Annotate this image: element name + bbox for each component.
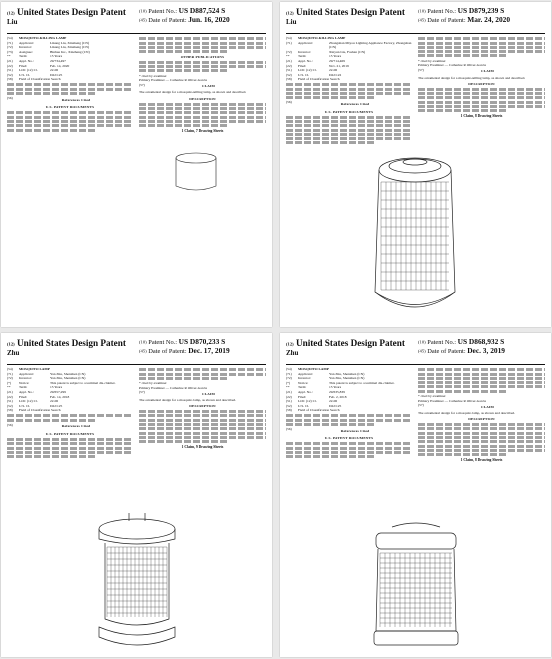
examiner-line: Primary Examiner — Catherine R Oliver-Garcia <box>139 78 208 83</box>
patent-header: (12) United States Design Patent Liu (10) Patent No.: US D879,239 S (45) Date of Patent: Mar. 24, 2020 <box>286 7 545 34</box>
loc-value: 22-06 <box>50 399 59 404</box>
patent-number: US D887,524 S <box>178 6 226 15</box>
uscl-value: D22/125 <box>329 403 342 408</box>
abstract-column: * cited by examiner Primary Examiner — Catherine R Oliver-Garcia (57) CLAIM The ornamental design for a mosquito-killing lamp, as shown and described. DESCRIPTION 1 Claim, 8 Drawing Sheets <box>418 36 545 119</box>
claims-footer: 1 Claim, 8 Drawing Sheets <box>460 114 503 119</box>
claim-text: The ornamental design for a mosquito-killing lamp, as shown and described. <box>139 90 247 95</box>
abstract-column: * cited by examiner Primary Examiner — Catherine R Oliver-Garcia (57) CLAIM The ornamental design for a mosquito lamp, as shown and described. DESCRIPTION 1 Claim, 8 Drawing Sheets <box>418 367 545 463</box>
lamp-drawing <box>166 152 226 192</box>
lamp-drawing <box>364 521 468 653</box>
title-field: MOSQUITO LAMP <box>19 367 50 371</box>
inventor-surname: Zhu <box>286 349 299 358</box>
filed-value: Feb. 2, 2018 <box>329 394 347 399</box>
patent-date: Mar. 24, 2020 <box>467 15 511 24</box>
claims-footer: 1 Claim, 9 Drawing Sheets <box>181 445 224 450</box>
inventor-surname: Liu <box>7 18 18 27</box>
assignee-value: Binhua Inc., Xinzheng (CN) <box>50 49 90 54</box>
patent-number: US D868,932 S <box>457 337 505 346</box>
uscl-value: D22/125 <box>50 72 63 77</box>
title-field: MOSQUITO-KILLING LAMP <box>298 36 346 40</box>
inventor-value: Yan Zhu, Shenzhen (CN) <box>329 376 365 381</box>
examiner-line: Primary Examiner — Catherine R Oliver-Garcia <box>418 63 487 68</box>
filed-value: Feb. 14, 2020 <box>50 63 70 68</box>
claims-footer: 1 Claim, 8 Drawing Sheets <box>460 458 503 463</box>
inventor-value: Yan Zhu, Shenzhen (CN) <box>50 376 86 381</box>
appl-no-value: 29/734,497 <box>50 58 66 63</box>
term-value: 15 Years <box>50 54 63 59</box>
abstract-column: OTHER PUBLICATIONS * cited by examiner Primary Examiner — Catherine R Oliver-Garcia (57) CLAIM The ornamental design for a mosquito-killing lamp, as shown and described. DESCRIPTION 1 Claim, 7 Drawing Sheets <box>139 36 266 134</box>
lamp-drawing <box>355 152 475 324</box>
examiner-line: Primary Examiner — Catherine R Oliver-Garcia <box>139 385 208 390</box>
bibliographic-column: (54) MOSQUITO LAMP (71) Applicant: Yan Zhu, Shenzhen (CN) (72) Inventor: Yan Zhu, Shenzhen (CN) (*) Notice: This patent is subject to a terminal dis-claimer. ** Term: 15 Years (21) Appl. No.: 29/657,299 (22) Filed: Feb. 14, 2018 (51) LOC (12) Cl. 22-06 (52) U.S. Cl. D22/125 (58) Field of Classification Search (56) References Cited U.S. PATENT DOCUMENTS <box>7 367 133 460</box>
notice-value: This patent is subject to a terminal dis-claimer. <box>329 380 395 385</box>
applicant-value: Zhongshan Miyou Lighting Appliance Factory, Zhongshan (CN) <box>329 40 412 50</box>
applicant-value: Yan Zhu, Shenzhen (CN) <box>50 371 86 376</box>
patent-page <box>1 2 272 327</box>
inventor-surname: Zhu <box>7 349 20 358</box>
inventor-value: Xinyun Liu, Foshan (CN) <box>329 49 366 54</box>
patent-date: Jun. 16, 2020 <box>188 15 230 24</box>
claims-footer: 1 Claim, 7 Drawing Sheets <box>181 129 224 134</box>
appl-no-value: 29/714,469 <box>329 58 345 63</box>
patent-type: United States Design Patent <box>16 338 126 348</box>
patent-type: United States Design Patent <box>295 338 405 348</box>
patent-type: United States Design Patent <box>16 7 126 17</box>
patent-header: (12) United States Design Patent Zhu (10) Patent No.: US D868,932 S (45) Date of Patent: Dec. 3, 2019 <box>286 338 545 365</box>
uscl-value: D22/125 <box>50 403 63 408</box>
applicant-value: Likang Liu, Xinzheng (CN) <box>50 40 90 45</box>
patent-date: Dec. 17, 2019 <box>188 346 230 355</box>
patent-type: United States Design Patent <box>295 7 405 17</box>
loc-value: 22-06 <box>329 399 338 404</box>
bibliographic-column: (54) MOSQUITO-KILLING LAMP (71) Applicant: Zhongshan Miyou Lighting Appliance Factory, Zhongshan (CN) (72) Inventor: Xinyun Liu, Foshan (CN) ** Term: 15 Years (21) Appl. No.: 29/714,469 (22) Filed: Nov. 21, 2019 (51) LOC (12) Cl. 22-06 (52) U.S. Cl. D22/122 (58) Field of Classification Search (56) References Cited U.S. PATENT DOCUMENTS <box>286 36 412 146</box>
filed-value: Feb. 14, 2018 <box>50 394 70 399</box>
examiner-line: Primary Examiner — Catherine R Oliver-Garcia <box>418 398 487 403</box>
patent-number: US D870,233 S <box>178 337 226 346</box>
applicant-value: Yan Zhu, Shenzhen (CN) <box>329 371 365 376</box>
patent-header: (12) United States Design Patent Zhu (10) Patent No.: US D870,233 S (45) Date of Patent: Dec. 17, 2019 <box>7 338 266 365</box>
claim-text: The ornamental design for a mosquito lamp, as shown and described. <box>139 397 237 402</box>
notice-value: This patent is subject to a terminal dis-claimer. <box>50 380 116 385</box>
patent-page <box>280 333 551 657</box>
claim-text: The ornamental design for a mosquito-killing lamp, as shown and described. <box>418 75 526 80</box>
bibliographic-column: (54) MOSQUITO LAMP (71) Applicant: Yan Zhu, Shenzhen (CN) (72) Inventor: Yan Zhu, Shenzhen (CN) (*) Notice: This patent is subject to a terminal dis-claimer. ** Term: 15 Years (21) Appl. No.: 29/635,839 (22) Filed: Feb. 2, 2018 (51) LOC (12) Cl. 22-06 (52) U.S. Cl. D22/125 (58) Field of Classification Search (56) References Cited U.S. PATENT DOCUMENTS <box>286 367 412 460</box>
inventor-value: Likang Liu, Xinzheng (CN) <box>50 45 90 50</box>
patent-header: (12) United States Design Patent Liu (10) Patent No.: US D887,524 S (45) Date of Patent: Jun. 16, 2020 <box>7 7 266 34</box>
patent-page <box>280 2 551 327</box>
term-value: 15 Years <box>50 385 63 390</box>
abstract-column: * cited by examiner Primary Examiner — Catherine R Oliver-Garcia (57) CLAIM The ornamental design for a mosquito lamp, as shown and described. DESCRIPTION 1 Claim, 9 Drawing Sheets <box>139 367 266 450</box>
term-value: 15 Years <box>329 54 342 59</box>
uscl-value: D22/122 <box>329 72 342 77</box>
lamp-drawing <box>89 509 185 653</box>
filed-value: Nov. 21, 2019 <box>329 63 349 68</box>
loc-value: 22-06 <box>329 68 338 73</box>
title-field: MOSQUITO-KILLING LAMP <box>19 36 67 40</box>
title-field: MOSQUITO LAMP <box>298 367 329 371</box>
patent-number: US D879,239 S <box>457 6 505 15</box>
claim-text: The ornamental design for a mosquito lamp, as shown and described. <box>418 410 516 415</box>
appl-no-value: 29/635,839 <box>329 389 345 394</box>
patent-date: Dec. 3, 2019 <box>467 346 505 355</box>
appl-no-value: 29/657,299 <box>50 389 66 394</box>
term-value: 15 Years <box>329 385 342 390</box>
patent-page <box>1 333 272 657</box>
bibliographic-column: (54) MOSQUITO-KILLING LAMP (71) Applicant: Likang Liu, Xinzheng (CN) (72) Inventor: Likang Liu, Xinzheng (CN) (73) Assignee: Binhua Inc., Xinzheng (CN) ** Term: 15 Years (21) Appl. No.: 29/734,497 (22) Filed: Feb. 14, 2020 (51) LOC (12) Cl. 22-06 (52) U.S. Cl. D22/125 (58) Field of Classification Search (56) References Cited U.S. PATENT DOCUMENTS <box>7 36 133 133</box>
loc-value: 22-06 <box>50 68 59 73</box>
inventor-surname: Liu <box>286 18 297 27</box>
